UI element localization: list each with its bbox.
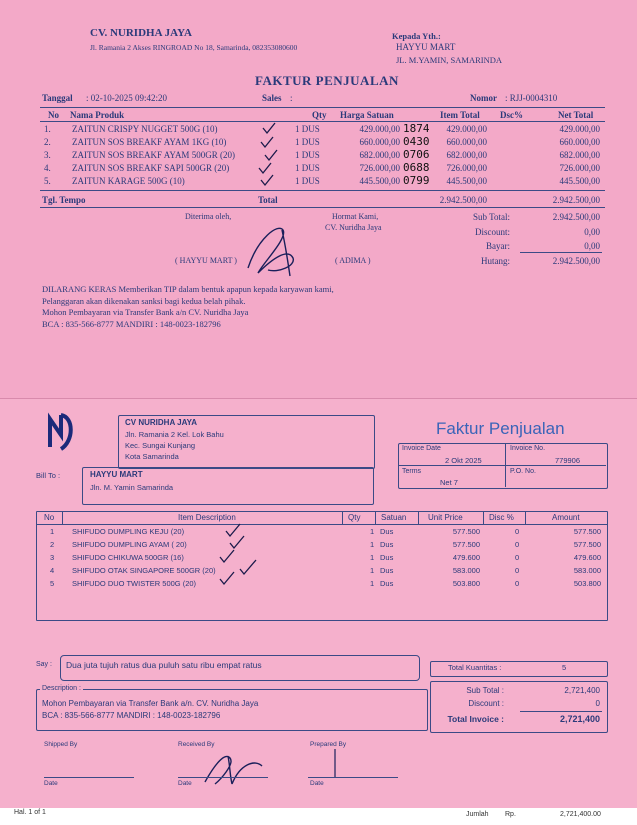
invoice-no-value: 779906 xyxy=(555,456,581,465)
paid-label: Bayar: xyxy=(486,241,510,251)
row-qty: 1 DUS xyxy=(295,176,320,186)
number-label: Nomor xyxy=(470,93,497,103)
col-rule xyxy=(342,511,343,525)
row-unit: Dus xyxy=(380,553,394,562)
col-rule xyxy=(375,511,376,525)
col-rule xyxy=(483,511,484,525)
say-value: Dua juta tujuh ratus dua puluh satu ribu empat ratus xyxy=(66,660,262,670)
date-label: Tanggal xyxy=(42,93,73,103)
row-qty: 1 DUS xyxy=(295,163,320,173)
company-name: CV. NURIDHA JAYA xyxy=(90,27,192,39)
received-label: Received By xyxy=(178,741,215,748)
row-no: 3. xyxy=(44,150,51,160)
col-description: Item Description xyxy=(178,513,236,522)
row-no: 5 xyxy=(50,579,55,588)
regards-label: Hormat Kami, xyxy=(332,212,379,221)
discount-value: 0,00 xyxy=(584,227,600,237)
row-disc: 0 xyxy=(515,579,520,588)
row-name: ZAITUN SOS BREAKF SAPI 500GR (20) xyxy=(72,163,230,173)
subtotal-value: 2,721,400 xyxy=(564,686,600,695)
company-line: Kota Samarinda xyxy=(125,452,179,461)
row-net: 445.500,00 xyxy=(559,176,600,186)
note-line: DILARANG KERAS Memberikan TIP dalam bentuk apapun kepada karyawan kami, xyxy=(42,284,334,294)
date-value: : 02-10-2025 09:42:20 xyxy=(86,93,167,103)
shipped-label: Shipped By xyxy=(44,741,78,748)
col-no: No xyxy=(48,110,59,120)
row-net: 660.000,00 xyxy=(559,137,600,147)
total-qty-value: 5 xyxy=(562,663,567,672)
col-price: Unit Price xyxy=(428,513,463,522)
to-label: Kepada Yth.: xyxy=(392,31,441,41)
subtotal-value: 2.942.500,00 xyxy=(552,212,600,222)
po-label: P.O. No. xyxy=(510,468,536,475)
signature-icon xyxy=(200,744,270,789)
row-amount: 577.500 xyxy=(573,527,601,536)
row-amount: 583.000 xyxy=(573,566,601,575)
row-no: 2 xyxy=(50,540,55,549)
row-no: 5. xyxy=(44,176,51,186)
row-qty: 1 DUS xyxy=(295,137,320,147)
sales-label: Sales xyxy=(262,93,282,103)
total-item-value: 2.942.500,00 xyxy=(439,195,487,205)
prepared-label: Prepared By xyxy=(310,741,347,748)
row-name: SHIFUDO OTAK SINGAPORE 500GR (20) xyxy=(72,566,216,575)
col-qty: Qty xyxy=(348,513,361,522)
say-label: Say : xyxy=(36,661,52,668)
row-price: 583.000 xyxy=(452,566,480,575)
row-name: SHIFUDO DUMPLING KEJU (20) xyxy=(72,527,185,536)
total-value: 2,721,400 xyxy=(559,714,600,724)
row-name: ZAITUN SOS BREAKF AYAM 500GR (20) xyxy=(72,150,235,160)
company-line: Jln. Ramania 2 Kel. Lok Bahu xyxy=(125,430,224,439)
terms-label: Terms xyxy=(402,468,422,475)
rp-label: Rp. xyxy=(505,811,516,818)
row-disc: 0 xyxy=(515,566,520,575)
col-no: No xyxy=(44,513,55,522)
row-price: 577.500 xyxy=(452,527,480,536)
description-line: Mohon Pembayaran via Transfer Bank a/n. CV. Nuridha Jaya xyxy=(42,699,259,708)
row-amount: 479.600 xyxy=(573,553,601,562)
prepared-date-label: Date xyxy=(310,780,324,787)
debt-value: 2.942.500,00 xyxy=(552,256,600,266)
signer-left: ( HAYYU MART ) xyxy=(175,256,237,265)
note-line: Pelanggaran akan dikenakan sanksi bagi kedua belah pihak. xyxy=(42,296,246,306)
description-line: BCA : 835-566-8777 MANDIRI : 148-0023-182796 xyxy=(42,711,221,720)
invoice-date-label: Invoice Date xyxy=(402,445,441,452)
row-qty: 1 DUS xyxy=(295,150,320,160)
row-price: 479.600 xyxy=(452,553,480,562)
total-qty-label: Total Kuantitas : xyxy=(448,663,502,672)
checkmarks-icon xyxy=(255,120,295,190)
row-qty: 1 xyxy=(370,553,375,562)
total-rule xyxy=(40,207,605,208)
discount-label: Discount : xyxy=(468,699,504,708)
col-rule xyxy=(418,511,419,525)
row-item-total: 682.000,00 xyxy=(446,150,487,160)
row-qty: 1 DUS xyxy=(295,124,320,134)
received-label: Diterima oleh, xyxy=(185,212,232,221)
row-no: 1 xyxy=(50,527,55,536)
regards-company: CV. Nuridha Jaya xyxy=(325,223,382,232)
invoice-no-label: Invoice No. xyxy=(510,445,546,452)
table-bottom-rule xyxy=(40,190,605,191)
table-header-rule xyxy=(40,121,605,122)
company-logo-icon xyxy=(46,411,76,453)
row-net: 726.000,00 xyxy=(559,163,600,173)
paid-value: 0,00 xyxy=(584,241,600,251)
terms-value: Net 7 xyxy=(440,478,458,487)
signature-line xyxy=(308,777,398,778)
signature-line xyxy=(178,777,268,778)
col-rule xyxy=(62,511,63,525)
bill-to-address: Jln. M. Yamin Samarinda xyxy=(90,483,174,492)
signature-icon xyxy=(238,218,308,280)
row-name: SHIFUDO CHIKUWA 500GR (16) xyxy=(72,553,184,562)
row-handwritten-note: 0799 xyxy=(403,174,430,187)
row-qty: 1 xyxy=(370,566,375,575)
tempo-label: Tgl. Tempo xyxy=(42,195,86,205)
checkmarks-icon xyxy=(218,521,278,593)
row-disc: 0 xyxy=(515,553,520,562)
signer-right: ( ADIMA ) xyxy=(335,256,371,265)
row-unit: Dus xyxy=(380,566,394,575)
description-label: Description : xyxy=(42,685,81,692)
bill-to-label: Bill To : xyxy=(36,471,61,480)
row-price: 503.800 xyxy=(452,579,480,588)
col-dsc: Dsc% xyxy=(500,110,523,120)
row-price: 445.500,00 xyxy=(359,176,400,186)
row-handwritten-note: 0430 xyxy=(403,135,430,148)
company-name: CV NURIDHA JAYA xyxy=(125,418,198,427)
col-rule xyxy=(525,511,526,525)
note-line: Mohon Pembayaran via Transfer Bank a/n CV. Nuridha Jaya xyxy=(42,307,249,317)
row-qty: 1 xyxy=(370,579,375,588)
discount-value: 0 xyxy=(595,699,600,708)
total-label: Total Invoice : xyxy=(447,714,504,724)
sum-rule xyxy=(520,711,602,712)
meta-divider xyxy=(398,465,606,466)
jumlah-label: Jumlah xyxy=(466,811,489,818)
row-price: 726.000,00 xyxy=(359,163,400,173)
row-amount: 503.800 xyxy=(573,579,601,588)
row-net: 682.000,00 xyxy=(559,150,600,160)
discount-label: Discount: xyxy=(475,227,510,237)
row-item-total: 445.500,00 xyxy=(446,176,487,186)
row-no: 4 xyxy=(50,566,55,575)
row-item-total: 429.000,00 xyxy=(446,124,487,134)
row-unit: Dus xyxy=(380,579,394,588)
row-qty: 1 xyxy=(370,540,375,549)
row-name: SHIFUDO DUMPLING AYAM ( 20) xyxy=(72,540,187,549)
col-unit: Satuan xyxy=(381,513,407,522)
row-no: 3 xyxy=(50,553,55,562)
signature-line xyxy=(44,777,134,778)
total-net-value: 2.942.500,00 xyxy=(552,195,600,205)
shipped-date-label: Date xyxy=(44,780,58,787)
row-price: 429.000,00 xyxy=(359,124,400,134)
page-indicator: Hal. 1 of 1 xyxy=(14,809,46,816)
note-line: BCA : 835-566-8777 MANDIRI : 148-0023-182796 xyxy=(42,319,221,329)
row-amount: 577.500 xyxy=(573,540,601,549)
row-no: 4. xyxy=(44,163,51,173)
row-unit: Dus xyxy=(380,527,394,536)
col-qty: Qty xyxy=(312,110,327,120)
invoice-title: Faktur Penjualan xyxy=(436,419,565,438)
table-top-rule xyxy=(40,107,605,108)
jumlah-value: 2,721,400.00 xyxy=(560,811,601,818)
row-price: 660.000,00 xyxy=(359,137,400,147)
row-name: SHIFUDO DUO TWISTER 500G (20) xyxy=(72,579,197,588)
col-product: Nama Produk xyxy=(70,110,125,120)
number-value: : RJJ-0004310 xyxy=(505,93,558,103)
sales-value: : xyxy=(290,93,293,103)
row-price: 682.000,00 xyxy=(359,150,400,160)
row-handwritten-note: 0688 xyxy=(403,161,430,174)
invoice-sheet-bottom xyxy=(0,398,637,809)
row-disc: 0 xyxy=(515,527,520,536)
row-item-total: 726.000,00 xyxy=(446,163,487,173)
footer-strip xyxy=(0,808,637,825)
table-header-rule xyxy=(36,524,607,525)
row-handwritten-note: 1874 xyxy=(403,122,430,135)
sum-rule xyxy=(520,252,602,253)
row-item-total: 660.000,00 xyxy=(446,137,487,147)
debt-label: Hutang: xyxy=(481,256,510,266)
col-disc: Disc % xyxy=(489,513,514,522)
description-box xyxy=(36,689,428,731)
company-line: Kec. Sungai Kunjang xyxy=(125,441,196,450)
row-qty: 1 xyxy=(370,527,375,536)
invoice-sheet-top xyxy=(0,0,637,398)
row-name: ZAITUN KARAGE 500G (10) xyxy=(72,176,185,186)
received-date-label: Date xyxy=(178,780,192,787)
row-no: 1. xyxy=(44,124,51,134)
col-net: Net Total xyxy=(558,110,594,120)
total-label: Total xyxy=(258,195,278,205)
row-net: 429.000,00 xyxy=(559,124,600,134)
company-address: Jl. Ramania 2 Akses RINGROAD No 18, Samarinda, 082353080600 xyxy=(90,43,298,52)
col-price: Harga Satuan xyxy=(340,110,394,120)
row-no: 2. xyxy=(44,137,51,147)
col-item-total: Item Total xyxy=(440,110,480,120)
row-name: ZAITUN SOS BREAKF AYAM 1KG (10) xyxy=(72,137,227,147)
to-address: JL. M.YAMIN, SAMARINDA xyxy=(396,55,503,65)
invoice-date-value: 2 Okt 2025 xyxy=(445,456,482,465)
subtotal-label: Sub Total: xyxy=(473,212,510,222)
row-unit: Dus xyxy=(380,540,394,549)
bill-to-name: HAYYU MART xyxy=(90,470,143,479)
col-amount: Amount xyxy=(552,513,580,522)
subtotal-label: Sub Total : xyxy=(466,686,504,695)
to-name: HAYYU MART xyxy=(396,42,456,52)
row-disc: 0 xyxy=(515,540,520,549)
row-name: ZAITUN CRISPY NUGGET 500G (10) xyxy=(72,124,218,134)
invoice-title: FAKTUR PENJUALAN xyxy=(255,73,399,88)
row-price: 577.500 xyxy=(452,540,480,549)
row-handwritten-note: 0706 xyxy=(403,148,430,161)
